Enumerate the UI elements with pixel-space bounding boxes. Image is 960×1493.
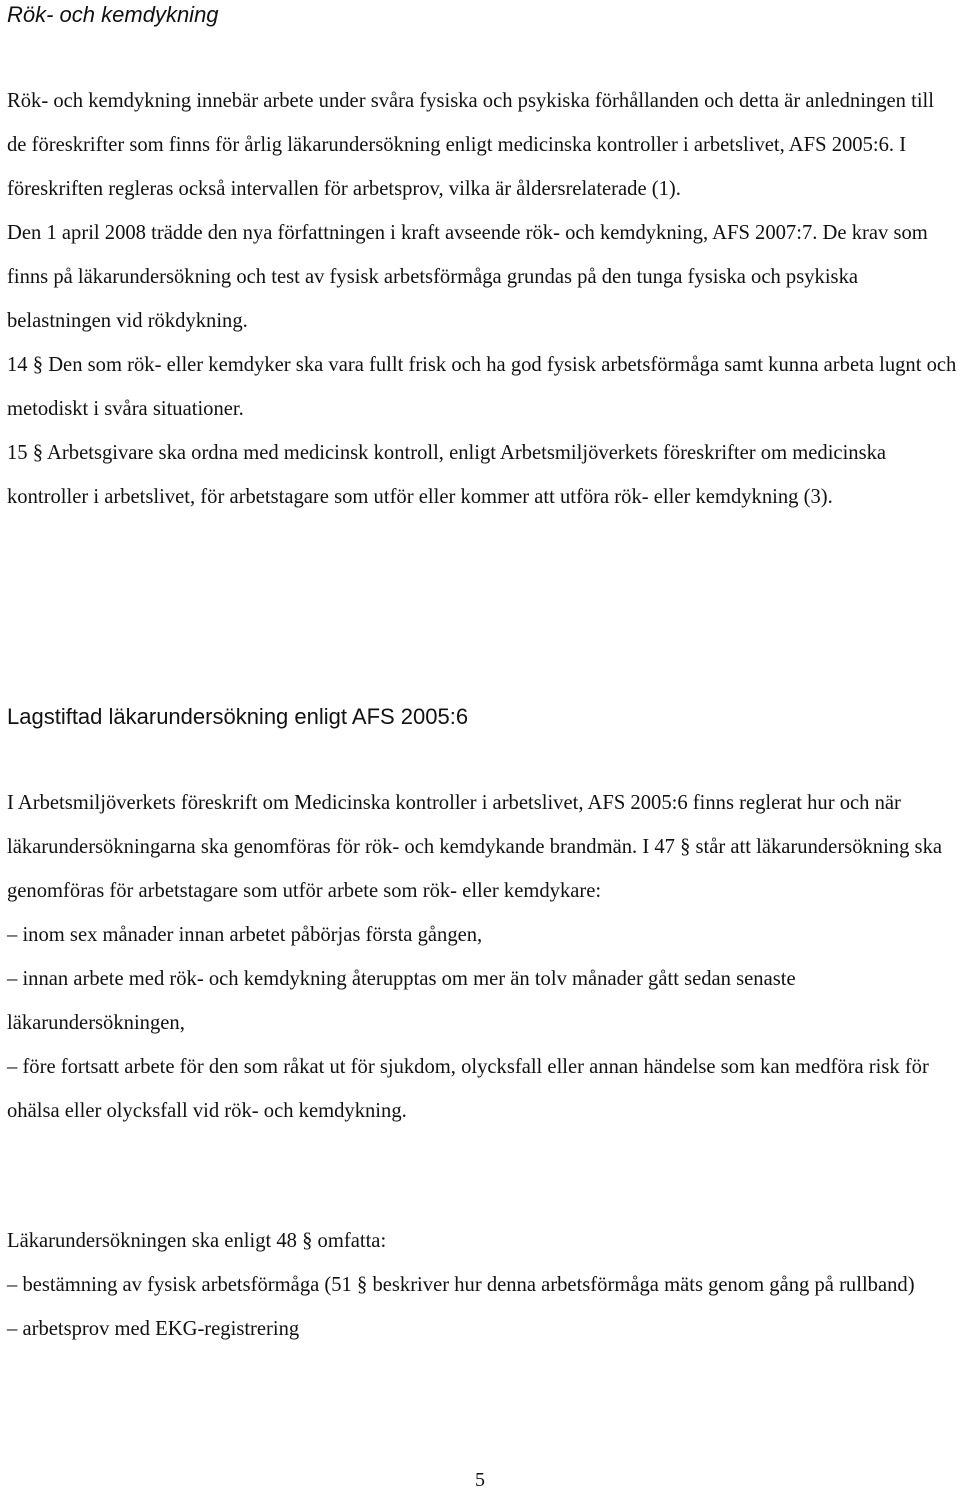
paragraph: 14 § Den som rök- eller kemdyker ska vara fullt frisk och ha god fysisk arbetsförmåga samt kunna arbeta lugnt och metodiskt i svåra situationer. bbox=[7, 354, 957, 420]
paragraph: Rök- och kemdykning innebär arbete under svåra fysiska och psykiska förhållanden och detta är anledningen till de föreskrifter som finns för årlig läkarundersökning enligt medicinska kontroller i arbetslivet, AFS 2005:6. I föreskriften regleras också intervallen för arbetsprov, vilka är åldersrelaterade (1). bbox=[7, 90, 935, 200]
paragraph: I Arbetsmiljöverkets föreskrift om Medicinska kontroller i arbetslivet, AFS 2005:6 finns reglerat hur och när läkarundersökningarna ska genomföras för rök- och kemdykande brandmän. I 47 § står att läkarundersökning ska genomföras för arbetstagare som utför arbete som rök- eller kemdykare: bbox=[7, 792, 943, 902]
paragraph: Läkarundersökningen ska enligt 48 § omfatta: bbox=[7, 1230, 387, 1252]
list-item: – innan arbete med rök- och kemdykning återupptas om mer än tolv månader gått sedan senaste läkarundersökningen, bbox=[7, 968, 796, 1034]
section-body-rok-och-kemdykning bbox=[7, 79, 957, 519]
list-item: – inom sex månader innan arbetet påbörjas första gången, bbox=[7, 924, 483, 946]
list-item: – bestämning av fysisk arbetsförmåga (51 § beskriver hur denna arbetsförmåga mäts genom gång på rullband) bbox=[7, 1274, 915, 1296]
section-title-lagstiftad-lakarundersokning: Lagstiftad läkarundersökning enligt AFS 2005:6 bbox=[7, 704, 469, 729]
list-item: – före fortsatt arbete för den som råkat ut för sjukdom, olycksfall eller annan händelse som kan medföra risk för ohälsa eller olycksfall vid rök- och kemdykning. bbox=[7, 1056, 929, 1122]
paragraph: Den 1 april 2008 trädde den nya författningen i kraft avseende rök- och kemdykning, AFS 2007:7. De krav som finns på läkarundersökning och test av fysisk arbetsförmåga grundas på den tunga fysiska och psykiska belastningen vid rökdykning. bbox=[7, 222, 928, 332]
paragraph: 15 § Arbetsgivare ska ordna med medicinsk kontroll, enligt Arbetsmiljöverkets föreskrifter om medicinska kontroller i arbetslivet, för arbetstagare som utför eller kommer att utföra rök- eller kemdykning (3). bbox=[7, 442, 887, 508]
section-title-rok-och-kemdykning: Rök- och kemdykning bbox=[7, 2, 219, 27]
section-body-lagstiftad-lakarundersokning bbox=[7, 781, 957, 1133]
list-item: – arbetsprov med EKG-registrering bbox=[7, 1318, 300, 1340]
section-body-undersokning-omfattning bbox=[7, 1219, 957, 1351]
page-number: 5 bbox=[475, 1469, 485, 1491]
